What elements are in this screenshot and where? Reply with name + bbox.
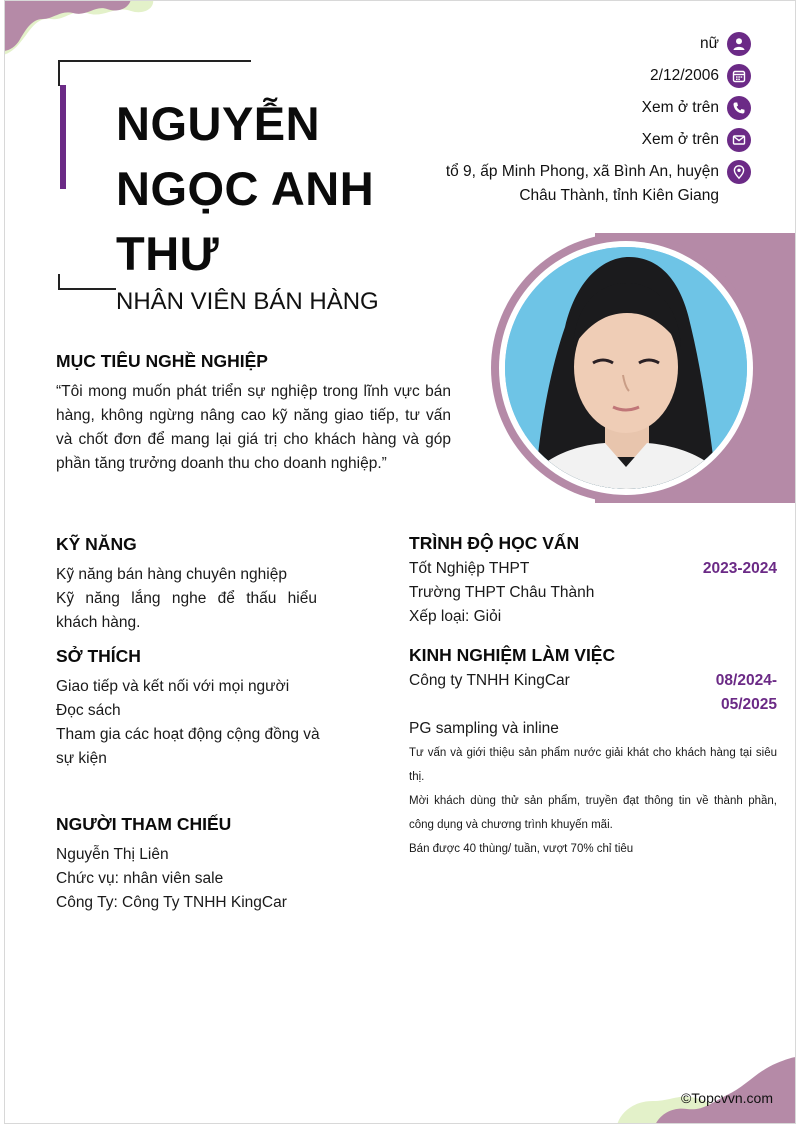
name-line-1: NGUYỄN xyxy=(116,97,321,150)
gender-value: nữ xyxy=(700,35,719,52)
mail-icon xyxy=(727,128,751,152)
contact-gender xyxy=(391,32,751,56)
experience-title: KINH NGHIỆM LÀM VIỆC xyxy=(409,645,616,665)
experience-period-start: 08/2024- xyxy=(715,672,777,689)
copyright-text: ©Topcvvn.com xyxy=(680,1090,773,1106)
experience-period xyxy=(716,669,777,717)
education-school: Trường THPT Châu Thành xyxy=(409,584,595,601)
education-details xyxy=(409,581,777,629)
reference-title: NGƯỜI THAM CHIẾU xyxy=(56,814,232,834)
calendar-icon xyxy=(727,64,751,88)
name-frame-top-line xyxy=(58,60,251,62)
skills-title: KỸ NĂNG xyxy=(56,534,137,554)
contact-phone xyxy=(391,96,751,120)
hobby-item: Giao tiếp và kết nối với mọi người xyxy=(56,678,290,695)
name-frame-accent-bar xyxy=(60,85,66,189)
contact-email xyxy=(391,128,751,152)
email-value: Xem ở trên xyxy=(641,131,719,148)
location-pin-icon xyxy=(727,160,751,184)
reference-position: Chức vụ: nhân viên sale xyxy=(56,870,224,887)
phone-value: Xem ở trên xyxy=(641,99,719,116)
skill-item: Kỹ năng lắng nghe để thấu hiểu khách hàng. xyxy=(56,590,317,631)
experience-detail-item: Mời khách dùng thử sản phẩm, truyền đạt thông tin về thành phần, công dụng và chương trình khuyến mãi. xyxy=(409,795,777,831)
contact-birthday xyxy=(391,64,751,88)
hobbies-title: SỞ THÍCH xyxy=(56,646,141,666)
name-line-2: NGỌC ANH xyxy=(116,162,375,215)
hobby-item: Tham gia các hoạt động cộng đồng và sự kiện xyxy=(56,726,320,767)
profile-photo xyxy=(505,247,747,489)
candidate-name xyxy=(116,91,416,286)
decorative-blob-top-left xyxy=(4,0,163,59)
skill-item: Kỹ năng bán hàng chuyên nghiệp xyxy=(56,566,287,583)
education-degree: Tốt Nghiệp THPT xyxy=(409,560,530,577)
objective-text: “Tôi mong muốn phát triển sự nghiệp trong lĩnh vực bán hàng, không ngừng nâng cao kỹ năng giao tiếp, tư vấn và chốt đơn để mang lại giá trị cho khách hàng và góp phần tăng trưởng doanh thu cho doanh nghiệp.” xyxy=(56,383,451,472)
phone-icon xyxy=(727,96,751,120)
education-grade: Xếp loại: Giỏi xyxy=(409,608,502,625)
education-period: 2023-2024 xyxy=(702,560,777,577)
education-row xyxy=(409,557,777,581)
cv-page xyxy=(4,0,796,1124)
reference-details xyxy=(56,843,356,915)
name-frame-bottom-line xyxy=(58,288,116,290)
user-icon xyxy=(727,32,751,56)
reference-company: Công Ty: Công Ty TNHH KingCar xyxy=(56,894,287,911)
portrait-illustration xyxy=(505,247,747,489)
experience-period-end: 05/2025 xyxy=(720,696,777,713)
hobby-item: Đọc sách xyxy=(56,702,121,719)
experience-details xyxy=(409,741,777,861)
skills-list xyxy=(56,563,317,635)
address-value: tổ 9, ấp Minh Phong, xã Bình An, huyện Châu Thành, tỉnh Kiên Giang xyxy=(445,163,719,204)
reference-name: Nguyễn Thị Liên xyxy=(56,846,169,863)
contact-address xyxy=(391,160,751,208)
experience-row xyxy=(409,669,777,717)
experience-position: PG sampling và inline xyxy=(409,720,559,737)
hobbies-list xyxy=(56,675,321,771)
contact-info xyxy=(391,32,751,216)
education-title: TRÌNH ĐỘ HỌC VẤN xyxy=(409,533,580,553)
name-frame-left-line xyxy=(58,60,60,86)
experience-detail-item: Tư vấn và giới thiệu sản phẩm nước giải khát cho khách hàng tại siêu thị. xyxy=(409,747,777,783)
objective-title: MỤC TIÊU NGHỀ NGHIỆP xyxy=(56,351,268,371)
name-line-3: THƯ xyxy=(116,227,220,280)
experience-detail-item: Bán được 40 thùng/ tuần, vượt 70% chỉ tiêu xyxy=(409,843,634,855)
birthday-value: 2/12/2006 xyxy=(650,67,719,84)
job-title: NHÂN VIÊN BÁN HÀNG xyxy=(116,288,379,315)
experience-company: Công ty TNHH KingCar xyxy=(409,672,570,689)
